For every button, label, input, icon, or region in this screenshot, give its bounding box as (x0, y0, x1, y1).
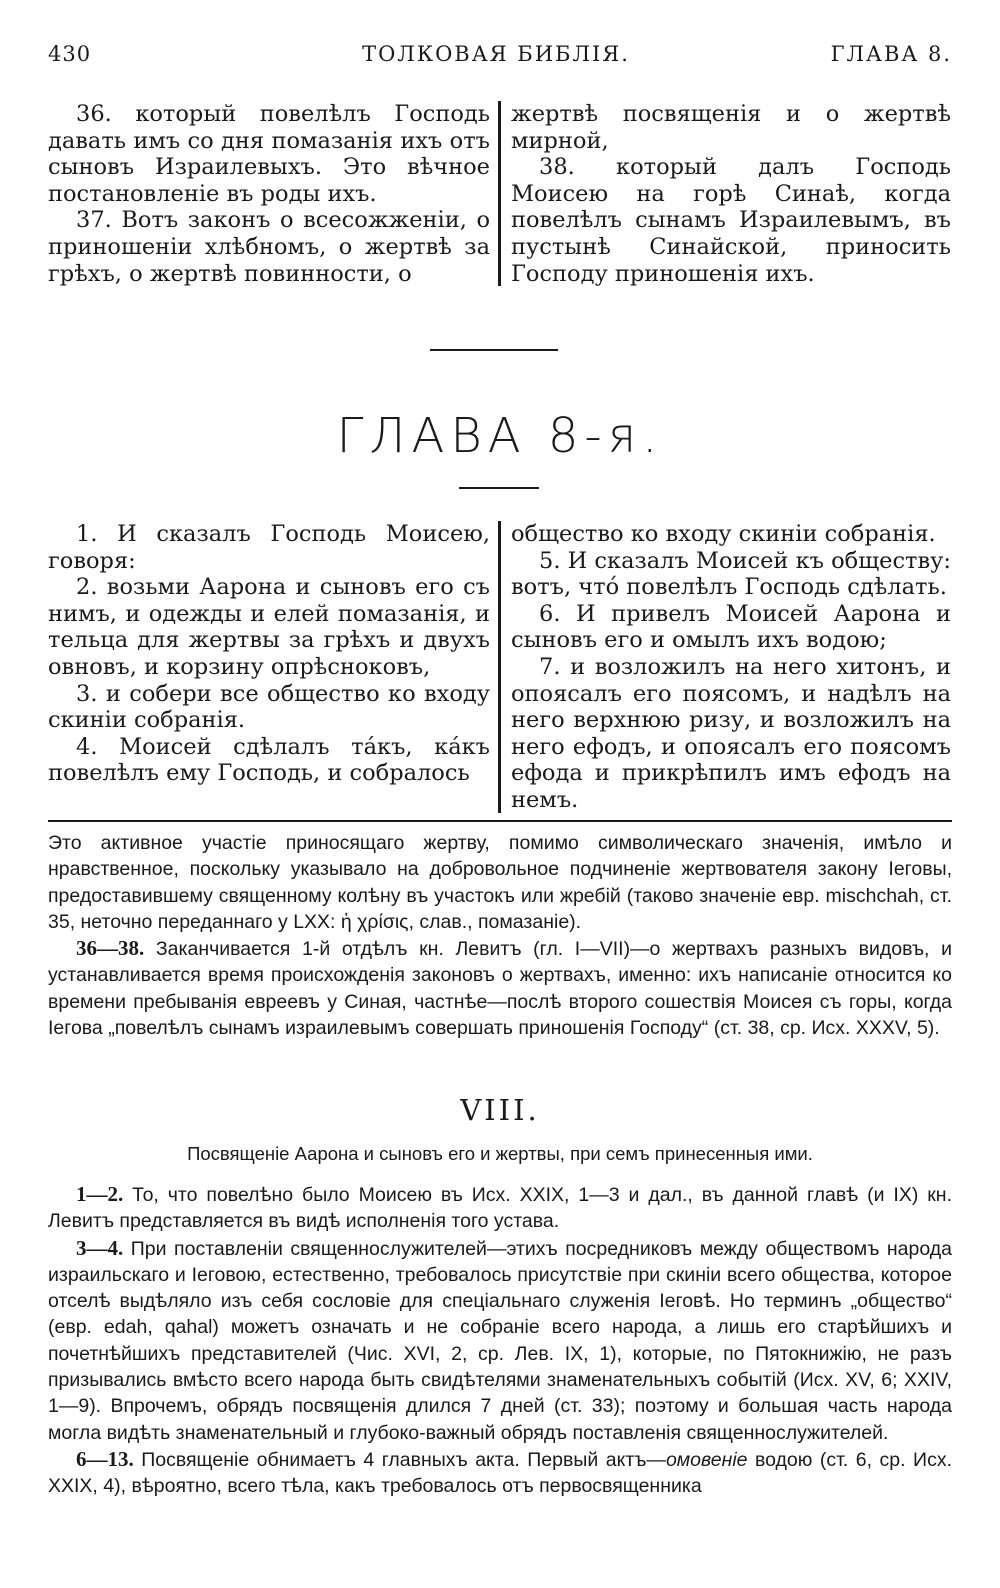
verse-5: 5. И сказалъ Моисей къ обществу: вотъ, что́ повелѣлъ Господь сдѣлать. (511, 547, 951, 601)
verse-6: 6. И привелъ Моисей Аарона и сыновъ его и омылъ ихъ водою; (511, 600, 951, 654)
commentary-paragraph (48, 1235, 952, 1446)
scripture-right-column (501, 101, 951, 286)
section-number: VIII. (460, 1093, 540, 1127)
chapter-title: ГЛАВА 8-я. (336, 408, 664, 464)
scripture-columns-top (48, 101, 952, 286)
page-number: 430 (48, 42, 92, 66)
commentary-paragraph (48, 1446, 952, 1500)
scripture-columns-chapter (48, 521, 952, 813)
verse-reference: 6—13. (76, 1446, 134, 1471)
verse-4-continued: общество ко входу скиніи собранія. (511, 521, 936, 547)
verse-4: 4. Моисей сдѣлалъ тáкъ, кáкъ повелѣлъ ему Господь, и собралось (48, 733, 490, 787)
section-subtitle: Посвященіе Аарона и сыновъ его и жертвы, при семъ принесенныя ими. (187, 1143, 813, 1164)
section-rule (430, 349, 558, 351)
commentary-paragraph (48, 935, 952, 1041)
verse-7: 7. и возложилъ на него хитонъ, и опоясалъ его поясомъ, и надѣлъ на него верхнюю ризу, и возложилъ на него ефодъ, и опоясалъ его поясомъ ефода и прикрѣпилъ имъ ефодъ на немъ. (511, 653, 951, 813)
commentary-rule (48, 820, 952, 822)
commentary-top (48, 830, 952, 1041)
chapter-right-column (501, 521, 951, 813)
verse-3: 3. и собери все общество ко входу скиніи собранія. (48, 680, 490, 734)
verse-37-continued: жертвѣ посвященія и о жертвѣ мирной, (511, 101, 951, 154)
title-rule (459, 487, 539, 489)
verse-1: 1. И сказалъ Господь Моисею, говоря: (48, 521, 490, 574)
verse-37: 37. Вотъ законъ о всесожженіи, о приношеніи хлѣбномъ, о жертвѣ за грѣхъ, о жертвѣ повинности, о (48, 207, 490, 287)
scripture-left-column (48, 101, 498, 286)
verse-38: 38. который далъ Господь Моисею на горѣ Синаѣ, когда повелѣлъ сынамъ Израилевымъ, въ пустынѣ Синайской, приносить Господу приношенія ихъ. (511, 154, 951, 287)
verse-reference: 36—38. (76, 936, 145, 961)
commentary-text: Посвященіе обнимаетъ 4 главныхъ акта. Первый актъ— (133, 1448, 666, 1471)
commentary-main (48, 1181, 952, 1500)
commentary-paragraph (48, 1181, 952, 1235)
commentary-text: Заканчивается 1-й отдѣлъ кн. Левитъ (гл. I—VII)—о жертвахъ разныхъ видовъ, и устанавливается время происхожденія законовъ о жертвахъ, именно: ихъ написаніе относится ко времени пребыванія евреевъ у Синая, частнѣе—послѣ второго сошествія Моисея съ горы, когда Іегова „повелѣлъ сынамъ израилевымъ совершать приношенія Господу“ (ст. 38, ср. Исх. XXXV, 5). (48, 938, 952, 1040)
emphasized-term: омовеніе (665, 1448, 748, 1471)
commentary-paragraph: Это активное участіе приносящаго жертву, помимо символическаго значенія, имѣло и нравственное, поскольку указывало на добровольное подчиненіе жертвователя закону Іеговы, предоставившему священному колѣну въ участокъ или жребій (таково значеніе евр. mischchah, ст. 35, неточно переданнаго у LXX: ἡ χρίσις, слав., помазаніе). (48, 832, 952, 933)
chapter-left-column (48, 521, 498, 813)
verse-reference: 3—4. (76, 1235, 124, 1260)
commentary-text: То, что повелѣно было Моисею въ Исх. XXIX, 1—3 и дал., въ данной главѣ (и IX) кн. Левитъ представляется въ видѣ исполненія того устава. (48, 1184, 952, 1233)
verse-36: 36. который повелѣлъ Господь давать имъ со дня помазанія ихъ отъ сыновъ Израилевыхъ. Это вѣчное постановленіе въ роды ихъ. (48, 101, 490, 207)
verse-reference: 1—2. (76, 1182, 124, 1206)
verse-2: 2. возьми Аарона и сыновъ его съ нимъ, и одежды и елей помазанія, и тельца для жертвы за грѣхъ и двухъ овновъ, и корзину опрѣсноковъ, (48, 574, 490, 680)
commentary-text: водою (ст. 6, ср. Исх. XXIX, 4), вѣроятно, всего тѣла, какъ требовалось отъ первосвященника (48, 1448, 952, 1498)
commentary-text: При поставленіи священнослужителей—этихъ посредниковъ между обществомъ народа израильскаго и Іеговою, естественно, требовалось присутствіе при скиніи всего общества, которое отселѣ выдѣляло изъ себя сословіе для спеціальнаго служенія Іеговѣ. Но терминъ „общество“ (евр. edah, qahal) можетъ означать и не собраніе всего народа, а лишь его старѣйшихъ и почетнѣйшихъ представителей (Чис. XVI, 2, ср. Лев. IX, 1), которые, по Пятокнижію, не разъ призывались вмѣсто всего народа быть свидѣтелями знаменательныхъ событій (Исх. XV, 6; XXIV, 1—9). Впрочемъ, обрядъ посвященія длился 7 дней (ст. 33); поэтому и большая часть народа могла видѣть знаменательный и глубоко-важный обрядъ поставленія священнослужителей. (48, 1237, 952, 1444)
running-header (40, 42, 952, 72)
chapter-label: ГЛАВА 8. (830, 42, 952, 66)
book-title: ТОЛКОВАЯ БИБЛІЯ. (362, 42, 630, 66)
